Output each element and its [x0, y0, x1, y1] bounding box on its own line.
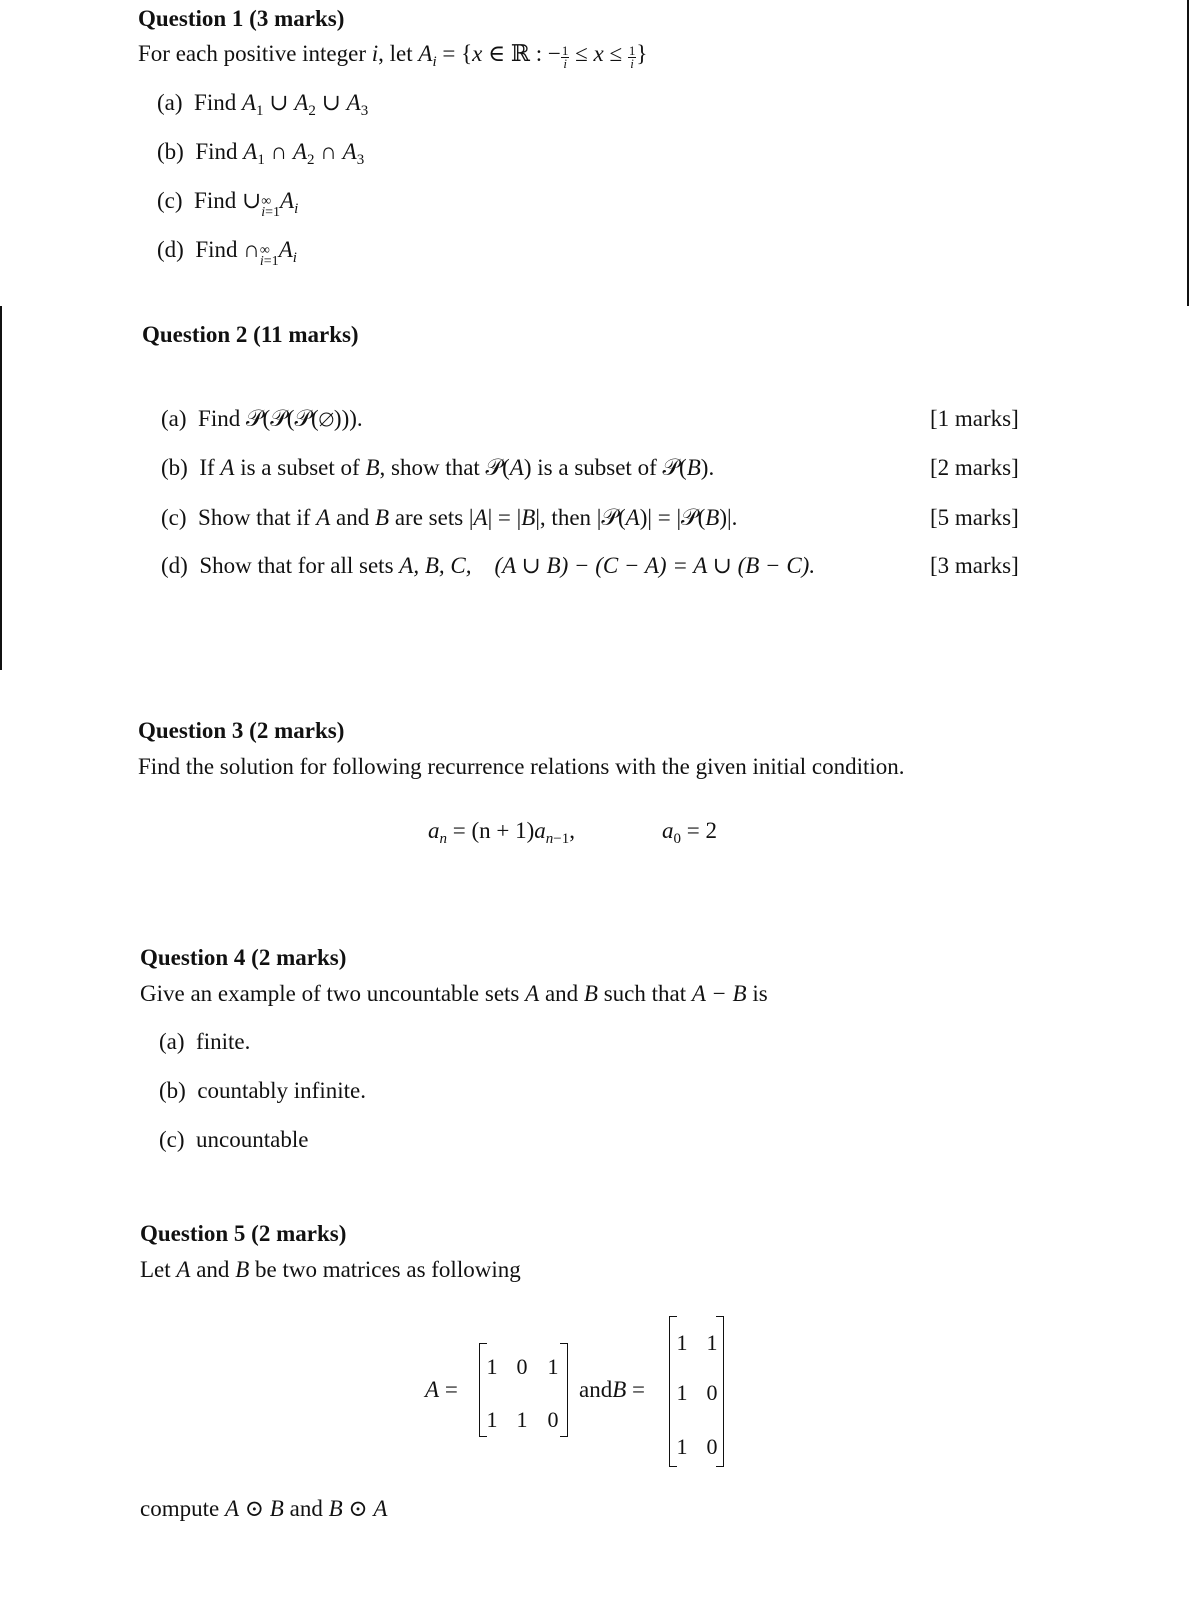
matrix-a-cell: 1 [516, 1407, 528, 1432]
q2-part-a-marks: [1 marks] [930, 406, 1019, 431]
right-edge-rule [1187, 0, 1189, 306]
matrix-b-cell: 1 [676, 1434, 688, 1459]
matrix-a-cell: 0 [547, 1407, 559, 1432]
question-3-intro: Find the solution for following recurrence relations with the given initial condition. [138, 754, 905, 779]
q4-part-b: (b) countably infinite. [159, 1078, 366, 1103]
left-margin-rule [0, 306, 2, 670]
matrix-b-cell: 1 [676, 1380, 688, 1405]
q5-compute-instruction: compute A ⊙ B and B ⊙ A [140, 1496, 388, 1521]
q1-part-d: (d) Find ∩ ∞ i=1 $A_i$ [157, 237, 297, 269]
question-5-title: Question 5 (2 marks) [140, 1221, 347, 1246]
q1-part-a: (a) Find $A_1$ ∪ $A_2$ ∪ $A_3$ [157, 90, 369, 119]
question-3-title: Question 3 (2 marks) [138, 718, 345, 743]
matrix-a-cell: 1 [486, 1354, 498, 1379]
matrix-a-cell: 0 [516, 1354, 528, 1379]
matrix-b-cell: 1 [676, 1330, 688, 1355]
question-4-title: Question 4 (2 marks) [140, 945, 347, 970]
matrix-b-cell: 0 [706, 1380, 718, 1405]
q1-part-b: (b) Find $A_1$ ∩ $A_2$ ∩ $A_3$ [157, 139, 365, 168]
q4-part-c: (c) uncountable [159, 1127, 309, 1152]
question-4-intro: Give an example of two uncountable sets A and B such that A − B is [140, 981, 768, 1006]
matrix-a-cell: 1 [486, 1407, 498, 1432]
q2-part-c: (c) Show that if A and B are sets |A| = |B|, then |𝒫(A)| = |𝒫(B)|. [161, 505, 738, 530]
q1-part-c: (c) Find ∪ ∞ i=1 $A_i$ [157, 188, 299, 220]
q2-part-d: (d) Show that for all sets A, B, C, (A ∪ B) − (C − A) = A ∪ (B − C). [161, 553, 816, 578]
q2-part-c-marks: [5 marks] [930, 505, 1019, 530]
q2-part-a: (a) Find 𝒫(𝒫(𝒫(∅))). [161, 406, 363, 431]
q2-part-b: (b) If A is a subset of B, show that 𝒫(A) is a subset of 𝒫(B). [161, 455, 715, 480]
matrix-b-cell: 0 [706, 1434, 718, 1459]
q2-part-d-marks: [3 marks] [930, 553, 1019, 578]
matrix-a-label: A = [425, 1377, 458, 1402]
q4-part-a: (a) finite. [159, 1029, 251, 1054]
matrix-b-label: andB = [579, 1377, 646, 1402]
q3-initial-condition: $a_0 = 2$ [662, 818, 717, 847]
matrix-b-cell: 1 [706, 1330, 718, 1355]
q3-recurrence-equation: $a_n = (n + 1)a_{n-1}$, [428, 818, 575, 847]
question-5-intro: Let A and B be two matrices as following [140, 1257, 521, 1282]
matrix-a-cell: 1 [547, 1354, 559, 1379]
question-1-intro: For each positive integer i, let $A_i = \{x$ ∈ ℝ : − $\frac{1}{i}$ ≤ x ≤ $\frac{1}{i}$ } [138, 41, 648, 71]
question-1-title: Question 1 (3 marks) [138, 6, 345, 31]
q2-part-b-marks: [2 marks] [930, 455, 1019, 480]
question-2-title: Question 2 (11 marks) [142, 322, 359, 347]
